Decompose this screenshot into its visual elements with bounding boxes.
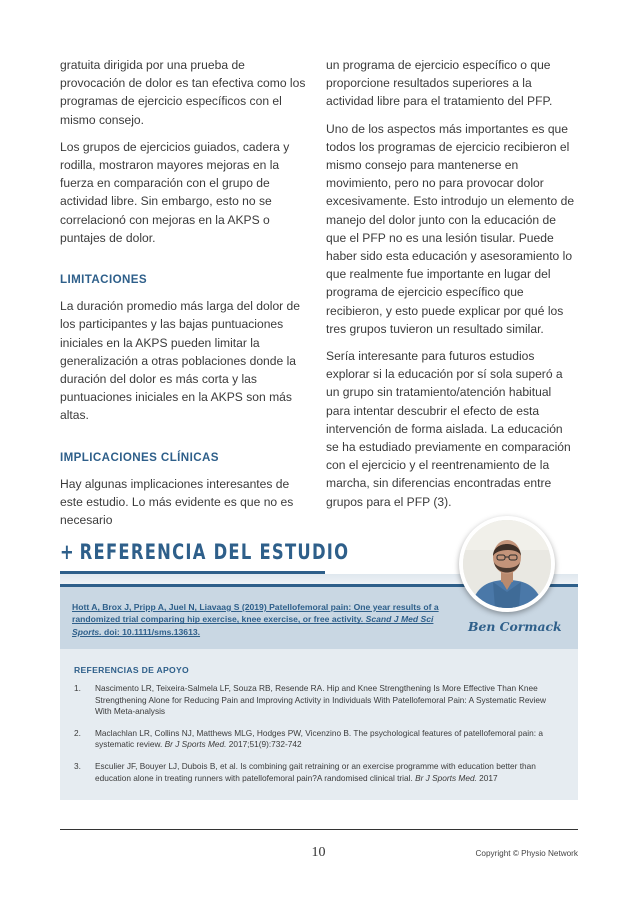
avatar bbox=[463, 520, 551, 608]
list-item-number: 2. bbox=[74, 727, 81, 738]
list-item-text: Maclachlan LR, Collins NJ, Matthews MLG, Hodges PW, Vicenzino B. The psychological features of patellofemoral pain: a systematic review. bbox=[95, 727, 543, 750]
footer-divider bbox=[60, 829, 578, 830]
paragraph: La duración promedio más larga del dolor de los participantes y las bajas puntuaciones iniciales en la AKPS pueden limitar la generalización a otras poblaciones donde la duración del dolor es más corta y las puntuaciones iniciales en la AKPS son más altas. bbox=[60, 299, 301, 423]
section-heading-limitations: LIMITACIONES bbox=[60, 273, 148, 287]
supporting-references-box bbox=[60, 649, 578, 800]
paragraph: gratuita dirigida por una prueba de provocación de dolor es tan efectiva como los programas de ejercicio específicos con el mismo consejo. bbox=[60, 58, 306, 127]
paragraph: Hay algunas implicaciones interesantes de este estudio. Lo más evidente es que no es necesario bbox=[60, 476, 294, 528]
paragraph: un programa de ejercicio específico o que proporcione resultados superiores a la actividad libre para el tratamiento del PFP. bbox=[326, 58, 553, 109]
reference-title-text: REFERENCIA DEL ESTUDIO bbox=[79, 540, 350, 564]
paragraph: Sería interesante para futuros estudios explorar si la educación por sí sola superó a un grupo sin tratamiento/atención habitual para intentar descubrir el efecto de esta intervención de forma aislada. La educación se ha estudiado previamente en comparación con el ejercicio y el reentrenamiento de la marcha, sin diferencias encontradas entre grupos para el PFP (3). bbox=[326, 349, 571, 509]
citation-main: Hott A, Brox J, Pripp A, Juel N, Liavaag S (2019) Patellofemoral pain: One year results of a randomized trial comparing hip exercise, knee exercise, or free activity. bbox=[72, 602, 439, 625]
list-item-journal: Br J Sports Med. bbox=[164, 739, 227, 750]
list-item-tail: 2017;51(9):732-742 bbox=[226, 739, 302, 750]
list-item bbox=[74, 728, 554, 751]
supporting-references-list bbox=[74, 683, 554, 794]
page-number: 10 bbox=[311, 845, 326, 860]
right-column bbox=[326, 56, 578, 520]
author-name: Ben Cormack bbox=[468, 619, 562, 634]
list-item-number: 3. bbox=[74, 760, 81, 771]
author-portrait-icon bbox=[463, 520, 551, 608]
left-column bbox=[60, 56, 310, 538]
section-heading-clinical-implications: IMPLICACIONES CLÍNICAS bbox=[60, 450, 219, 464]
list-item-text: Esculier JF, Bouyer LJ, Dubois B, et al. Is combining gait retraining or an exercise programme with education better than education alone in treating runners with patellofemoral pain?A randomised clinical trial. bbox=[95, 760, 536, 783]
list-item-journal: Br J Sports Med. bbox=[415, 772, 477, 783]
citation-journal: Scand J Med Sci Sports. bbox=[72, 614, 434, 637]
copyright-notice: Copyright © Physio Network bbox=[475, 849, 578, 858]
list-item bbox=[74, 761, 554, 784]
study-citation-link[interactable] bbox=[72, 601, 464, 638]
supporting-references-title: REFERENCIAS DE APOYO bbox=[74, 665, 190, 675]
list-item-tail: 2017 bbox=[476, 772, 498, 783]
author-avatar-frame bbox=[459, 516, 555, 612]
list-item-text: Nascimento LR, Teixeira-Salmela LF, Souza RB, Resende RA. Hip and Knee Strengthening Is More Effective Than Knee Strengthening Alone for Reducing Pain and Improving Activity in Individuals With Patellofemoral Pain: A Systematic Review With Meta-analysis bbox=[95, 683, 547, 717]
list-item-number: 1. bbox=[74, 683, 81, 693]
citation-doi: doi: 10.1111/sms.13613. bbox=[101, 626, 201, 637]
paragraph: Los grupos de ejercicios guiados, cadera y rodilla, mostraron mayores mejoras en la fuerza en comparación con el grupo de actividad libre. Sin embargo, esto no se correlacionó con mejoras en la AKPS o puntajes de dolor. bbox=[60, 139, 290, 245]
paragraph: Uno de los aspectos más importantes es que todos los programas de ejercicio recibieron el mismo consejo para mantenerse en movimiento, pero no para provocar dolor excesivamente. Esto introdujo un elemento de manejo del dolor junto con la educación de que el PFP no es una lesión tisular. Puede haber sido esta educación y asesoramiento lo que realmente fue importante en lugar del programa de ejercicio específico que recibieron, y esto puede explicar por qué los tres grupos tuvieron un resultado similar. bbox=[326, 121, 575, 336]
plus-icon: + bbox=[60, 540, 75, 564]
list-item bbox=[74, 683, 554, 718]
reference-title bbox=[60, 540, 349, 564]
